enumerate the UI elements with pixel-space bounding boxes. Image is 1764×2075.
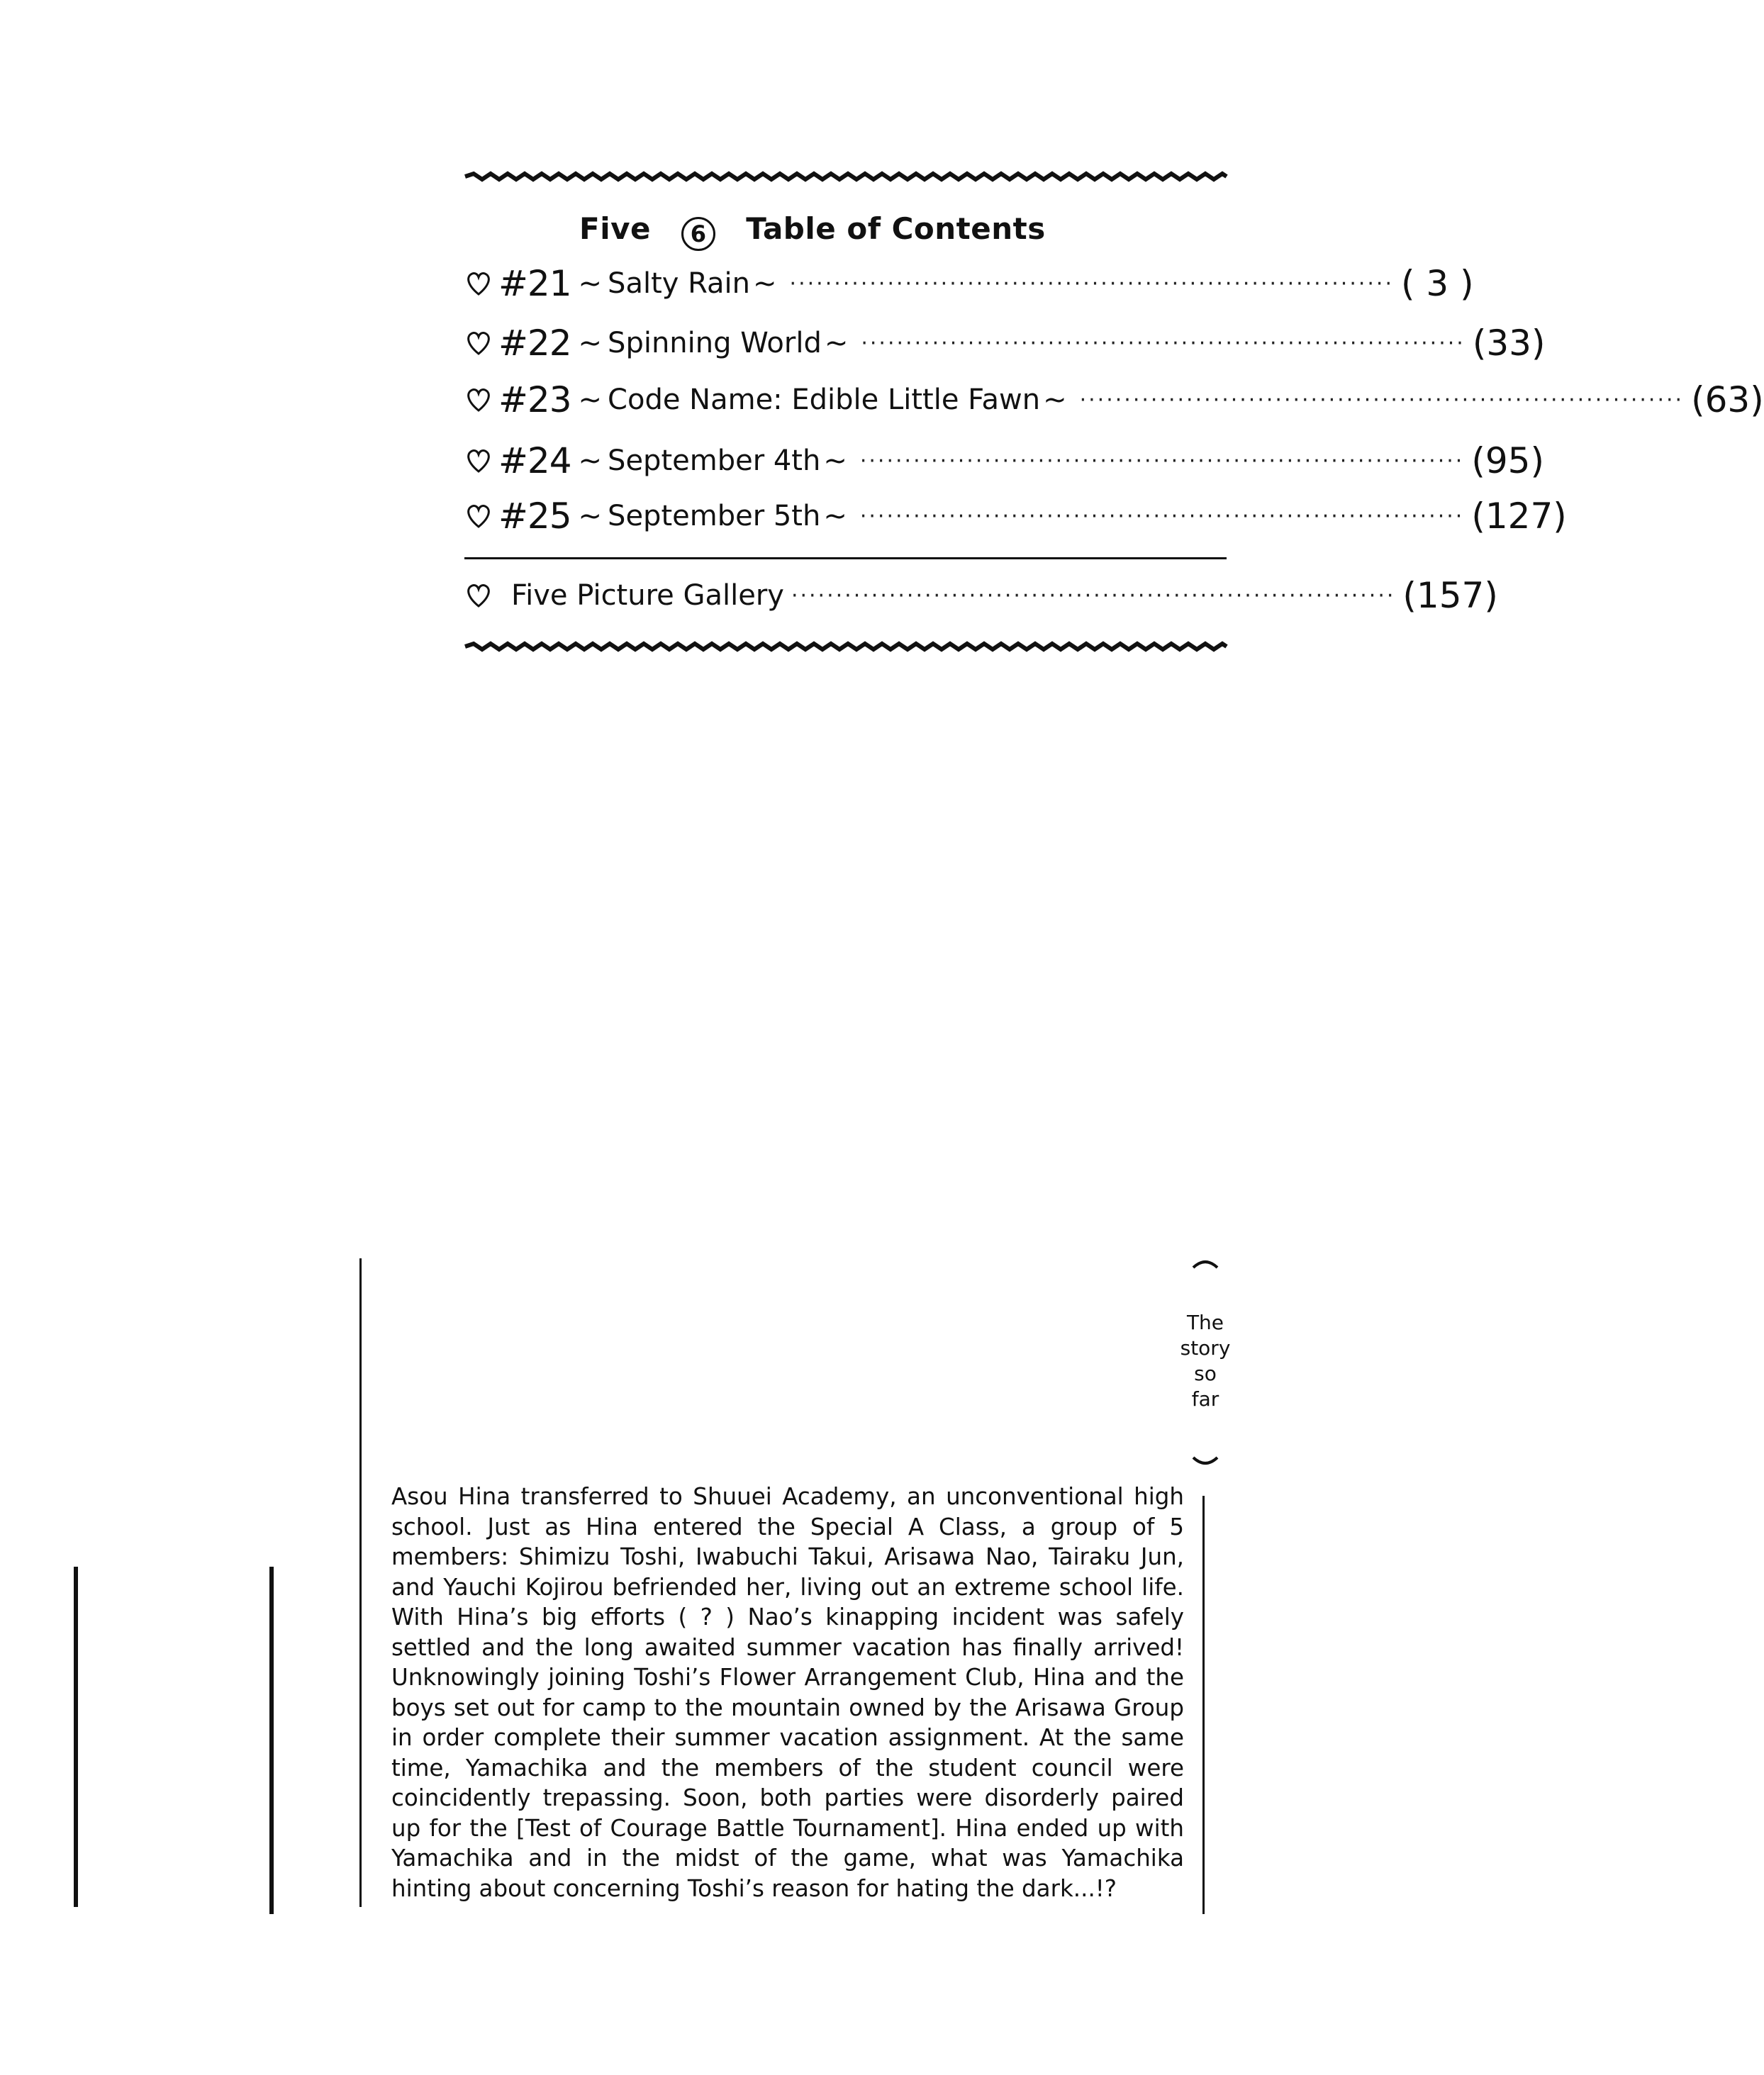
- chapter-page: (127): [1471, 496, 1567, 537]
- tilde-separator: ~: [578, 267, 603, 300]
- dot-leader: ····································································: [789, 271, 1395, 296]
- chapter-number: #23: [498, 379, 571, 420]
- toc-entry-21[interactable]: [464, 262, 1474, 305]
- chapter-number: #21: [498, 263, 571, 304]
- tilde-separator: ~: [578, 384, 603, 416]
- chapter-page: ( 3 ): [1401, 263, 1474, 304]
- label-line: story: [1180, 1336, 1231, 1360]
- toc-heading: [464, 211, 1341, 251]
- tilde-separator: ~: [578, 444, 603, 477]
- toc-entry-gallery[interactable]: [464, 574, 1498, 617]
- toc-entry-24[interactable]: [464, 440, 1544, 482]
- tilde-separator: ~: [823, 444, 847, 477]
- toc-divider: [464, 557, 1227, 559]
- heart-outline-icon: [464, 269, 493, 298]
- story-frame-right-line: [1202, 1496, 1205, 1914]
- chapter-page: (95): [1471, 440, 1544, 481]
- chapter-title: September 4th: [608, 444, 821, 477]
- toc-heading-prefix: Five: [579, 211, 651, 246]
- chapter-number: #22: [498, 323, 571, 364]
- zigzag-border-top: [465, 172, 1227, 181]
- tilde-separator: ~: [578, 500, 603, 532]
- chapter-number: #25: [498, 496, 571, 537]
- chapter-number: #24: [498, 440, 571, 481]
- dot-leader: ····································································: [859, 503, 1465, 529]
- dot-leader: ····································································: [861, 330, 1466, 356]
- label-line: so: [1194, 1362, 1217, 1385]
- gallery-title: Five Picture Gallery: [511, 579, 784, 612]
- toc-entry-25[interactable]: [464, 495, 1567, 537]
- volume-number-badge: 6: [681, 217, 715, 251]
- gallery-page: (157): [1402, 575, 1498, 616]
- toc-entry-22[interactable]: [464, 322, 1546, 364]
- chevron-up-icon: [1191, 1255, 1219, 1270]
- heart-outline-icon: [464, 581, 493, 610]
- chapter-page: (33): [1472, 323, 1546, 364]
- dot-leader: ····································································: [859, 448, 1465, 474]
- heart-outline-icon: [464, 386, 493, 414]
- chapter-title: Salty Rain: [608, 267, 751, 300]
- heart-outline-icon: [464, 502, 493, 530]
- dot-leader: ····································································: [791, 583, 1396, 608]
- heart-outline-icon: [464, 447, 493, 475]
- chevron-down-icon: [1191, 1455, 1219, 1470]
- tilde-separator: ~: [1043, 384, 1067, 416]
- dot-leader: ····································································: [1079, 387, 1685, 413]
- tilde-separator: ~: [823, 500, 847, 532]
- heart-outline-icon: [464, 329, 493, 357]
- tilde-separator: ~: [753, 267, 777, 300]
- chapter-title: September 5th: [608, 500, 821, 532]
- label-line: The: [1186, 1311, 1224, 1334]
- decorative-bar: [269, 1567, 274, 1914]
- decorative-bar: [74, 1567, 78, 1907]
- story-frame-left-line: [359, 1258, 362, 1907]
- chapter-title: Code Name: Edible Little Fawn: [608, 384, 1041, 416]
- toc-heading-title: Table of Contents: [746, 211, 1046, 246]
- toc-entry-23[interactable]: [464, 379, 1764, 421]
- label-line: far: [1191, 1387, 1219, 1411]
- story-so-far-label: [1163, 1255, 1248, 1470]
- story-summary-text: Asou Hina transferred to Shuuei Academy, an unconventional high school. Just as Hina entered the Special A Class, a group of 5 members: Shimizu Toshi, Iwabuchi Takui, Arisawa Nao, Tairaku Jun, and Yauchi Kojirou befriended her, living out an extreme school life. With Hina’s big efforts ( ? ) Nao’s kinapping incident was safely settled and the long awaited summer vacation has finally arrived! Unknowingly joining Toshi’s Flower Arrangement Club, Hina and the boys set out for camp to the mountain owned by the Arisawa Group in order complete their summer vacation assignment. At the same time, Yamachika and the members of the student council were coincidently trepassing. Soon, both parties were disorderly paired up for the [Test of Courage Battle Tournament]. Hina ended up with Yamachika and in the midst of the game, what was Yamachika hinting about concerning Toshi’s reason for hating the dark...!?: [391, 1483, 1184, 1902]
- zigzag-border-bottom: [465, 642, 1227, 651]
- chapter-title: Spinning World: [608, 327, 822, 359]
- tilde-separator: ~: [578, 327, 603, 359]
- tilde-separator: ~: [824, 327, 849, 359]
- chapter-page: (63): [1691, 379, 1764, 420]
